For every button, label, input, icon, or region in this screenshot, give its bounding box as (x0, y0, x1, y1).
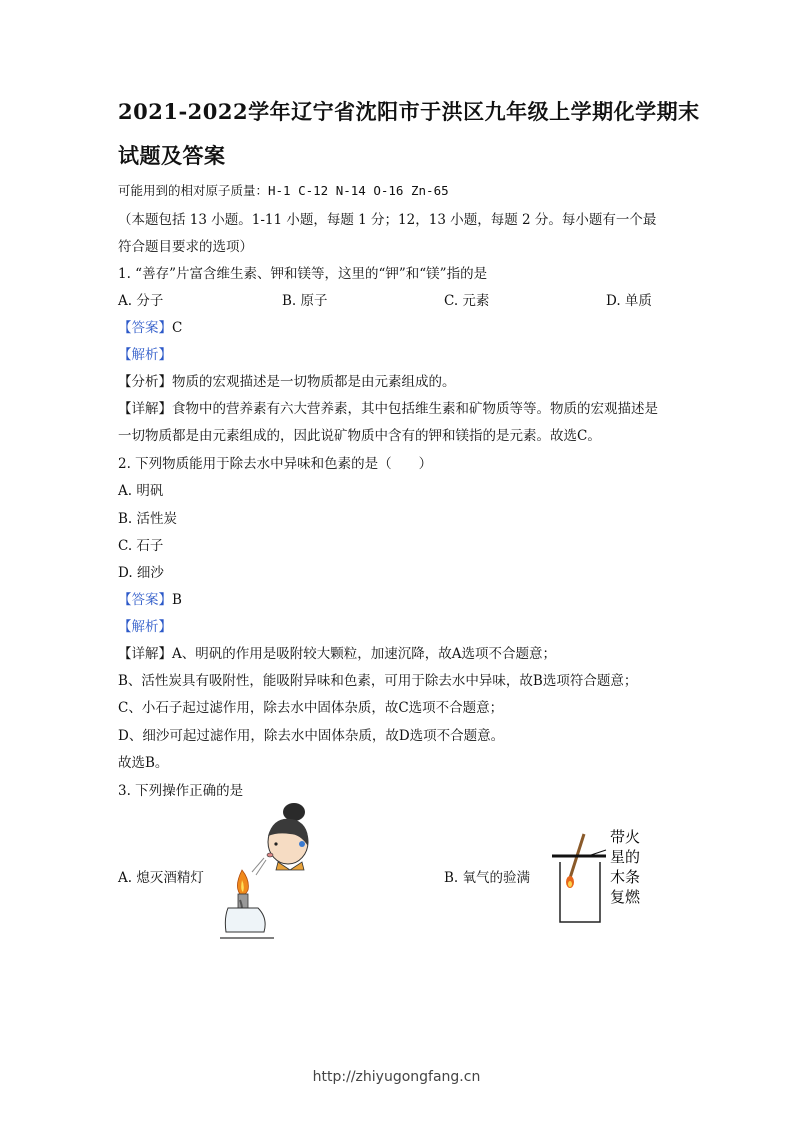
q1-option-c: C. 元素 (444, 293, 490, 309)
figure-label-line2: 星的 (610, 848, 641, 866)
footer-url[interactable]: http://zhiyugongfang.cn (312, 1069, 481, 1085)
q2-detail-line1 (118, 642, 556, 662)
q1-stem: 1. “善存”片富含维生素、钾和镁等，这里的“钾”和“镁”指的是 (118, 266, 488, 282)
q3-option-a: A. 熄灭酒精灯 (118, 870, 204, 886)
q3-stem: 3. 下列操作正确的是 (118, 783, 244, 799)
q2-option-d: D. 细沙 (118, 565, 164, 581)
section-note-line1: （本题包括 13 小题。1-11 小题，每题 1 分；12，13 小题，每题 2 分。每小题有一个最 (118, 212, 657, 228)
figure-label-line1: 带火 (610, 828, 641, 846)
q1-option-d: D. 单质 (606, 293, 652, 309)
answer-tag: 【答案】 (118, 320, 172, 336)
q1-detail-line2: 一切物质都是由元素组成的，因此说矿物质中含有的钾和镁指的是元素。故选C。 (118, 428, 601, 444)
q2-answer (118, 588, 182, 608)
alcohol-lamp-blowing-figure (218, 800, 318, 945)
q2-conclusion: 故选B。 (118, 755, 169, 771)
q1-fenxi-text: 物质的宏观描述是一切物质都是由元素组成的。 (172, 374, 456, 390)
q2-detail-text1: A、明矾的作用是吸附较大颗粒，加速沉降，故A选项不合题意； (172, 646, 556, 662)
oxygen-test-figure (548, 828, 648, 928)
document-title-line1: 2021-2022学年辽宁省沈阳市于洪区九年级上学期化学期末 (118, 99, 700, 124)
q3-option-b: B. 氧气的验满 (444, 870, 531, 886)
q2-option-c: C. 石子 (118, 538, 164, 554)
q1-detail-text1: 食物中的营养素有六大营养素，其中包括维生素和矿物质等等。物质的宏观描述是 (172, 401, 658, 417)
atomic-mass-note: 可能用到的相对原子质量：H-1 C-12 N-14 O-16 Zn-65 (118, 183, 449, 198)
q2-stem: 2. 下列物质能用于除去水中异味和色素的是（ ） (118, 456, 433, 472)
q1-fenxi (118, 370, 456, 390)
q1-answer (118, 316, 182, 336)
q2-detail-line3: C、小石子起过滤作用，除去水中固体杂质，故C选项不合题意； (118, 700, 504, 716)
q1-option-a: A. 分子 (118, 293, 164, 309)
q1-answer-value: C (172, 320, 183, 336)
q1-analysis-tag: 【解析】 (118, 347, 172, 363)
detail-tag: 【详解】 (118, 401, 172, 417)
fenxi-tag: 【分析】 (118, 374, 172, 390)
q2-detail-line2: B、活性炭具有吸附性，能吸附异味和色素，可用于除去水中异味，故B选项符合题意； (118, 673, 638, 689)
figure-label-line4: 复燃 (610, 888, 641, 906)
answer-tag: 【答案】 (118, 592, 172, 608)
q2-detail-line4: D、细沙可起过滤作用，除去水中固体杂质，故D选项不合题意。 (118, 728, 505, 744)
section-note-line2: 符合题目要求的选项） (118, 239, 253, 255)
figure-label-line3: 木条 (610, 868, 641, 886)
q2-option-a: A. 明矾 (118, 483, 164, 499)
detail-tag: 【详解】 (118, 646, 172, 662)
q2-option-b: B. 活性炭 (118, 511, 178, 527)
q2-analysis-tag: 【解析】 (118, 619, 172, 635)
q1-option-b: B. 原子 (282, 293, 328, 309)
q1-detail-line1 (118, 397, 658, 417)
q2-answer-value: B (172, 592, 182, 608)
document-title-line2: 试题及答案 (118, 143, 226, 168)
